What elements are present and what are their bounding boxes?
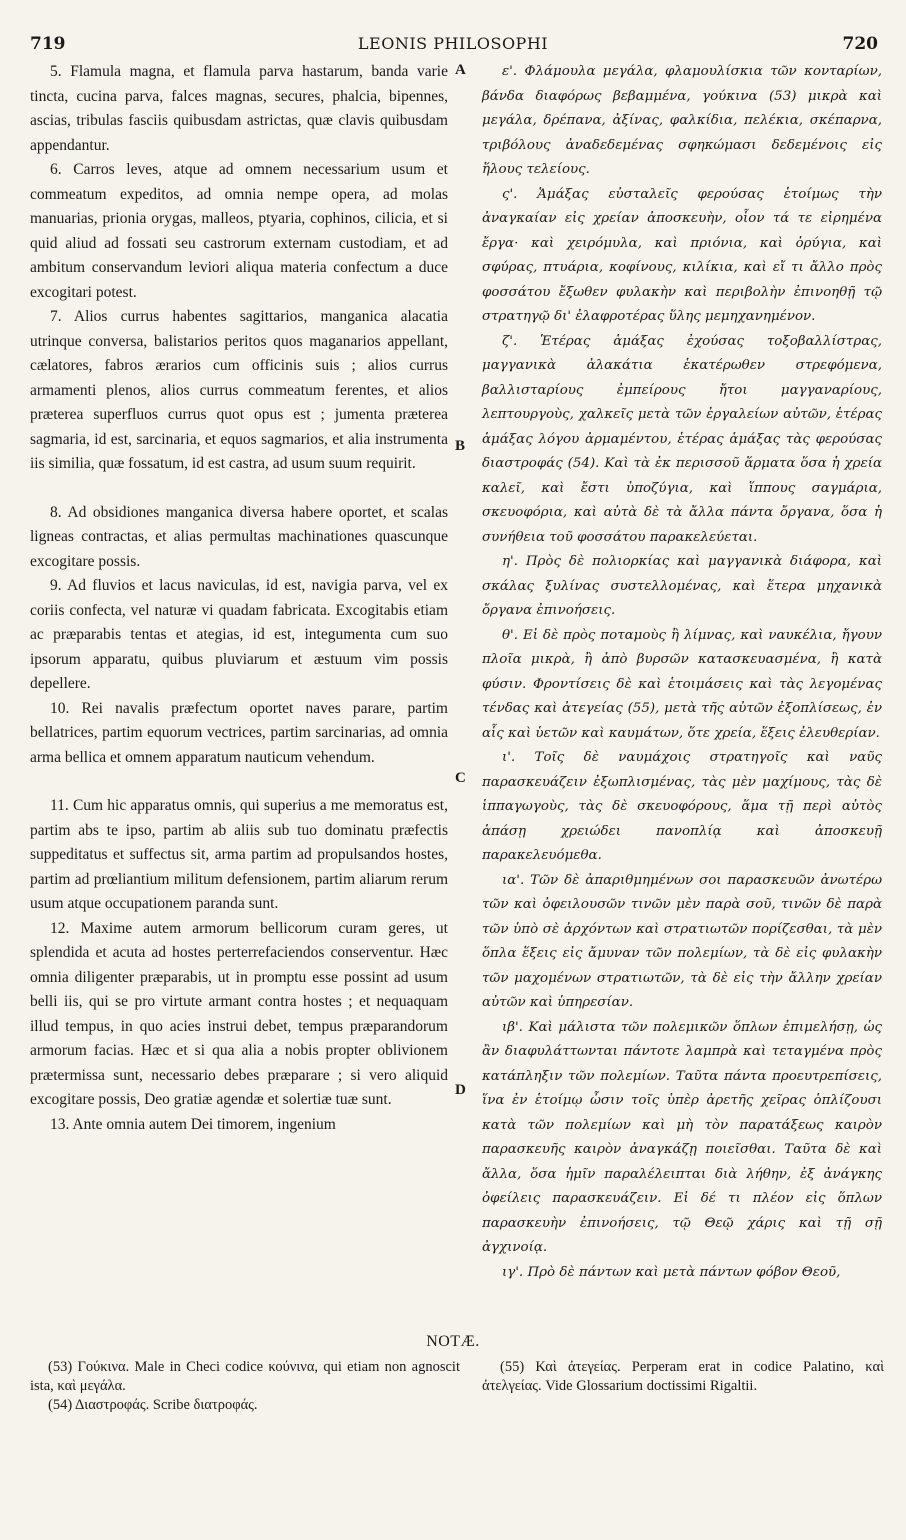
latin-paragraph-13: 13. Ante omnia autem Dei timorem, ingenium [50,1115,336,1133]
greek-paragraph-10: ι'. Τοῖς δὲ ναυμάχοις στρατηγοῖς καὶ ναῦς παρασκευάζειν ἐξωπλισμένας, τὰς μὲν μαχίμους, τὰς δὲ ἱππαγωγοὺς, τὰς δὲ σκευοφόρους, ἅμα τῇ περὶ αὐτὸς ἁπάσῃ χρειώδει πανοπλίᾳ καὶ ἀποσκευῇ παρακελευόμεθα. [482,750,882,863]
margin-marker-b: B [455,438,466,454]
margin-marker-d: D [455,1082,466,1098]
greek-paragraph-9: θ'. Εἰ δὲ πρὸς ποταμοὺς ἢ λίμνας, καὶ ναυκέλια, ἤγουν πλοῖα μικρὰ, ἢ ἀπὸ βυρσῶν κατασκευασμένα, ἢ κατὰ φύσιν. Φροντίσεις δὲ καὶ ἑτοιμάσεις καὶ τὰς λεγομένας τένδας καὶ ἀτεγείας (55), μετὰ τῆς αὐτῶν ἐξοπλίσεως, ἐν αἷς καὶ ὑετῶν καὶ καυμάτων, ὅτε χρεία, ἕξεις ἐλευθερίαν. [482,627,882,741]
page-number-right: 720 [842,34,878,54]
latin-paragraph-6: 6. Carros leves, atque ad omnem necessarium usum et commeatum expeditos, ad omnia nempe opera, ad molas manuarias, prionia orygas, malleos, ptyaria, cophinos, cilicia, et si quid aliud ad fossati seu castrorum externam custodiam, et ad ambitum conservandum leviori aliqua materia confectum a duce excogitari potest. [30,161,448,301]
latin-paragraph-9: 9. Ad fluvios et lacus naviculas, id est, navigia parva, vel ex coriis confecta, vel naturæ vi quadam fabricata. Excogitabis etiam ac præparabis tentas et ategias, id est, integumenta cum suo ipsorum apparatu, quibus pluviarum et æstuum vim possis depellere. [30,577,448,692]
running-title: LEONIS PHILOSOPHI [357,34,549,53]
greek-column [482,60,882,1285]
page-number-left: 719 [30,34,66,54]
margin-marker-a: A [455,62,466,78]
latin-paragraph-12: 12. Maxime autem armorum bellicorum curam geres, ut splendida et acuta ad hostes perterrefaciendos conserventur. Hæc omnia diligenter præparabis, ut in promptu esse possint ad usum belli iis, qui se pro virtute armant contra hostes ; et nequaquam illud tempus, in quo acies instrui debet, tempus præparandorum armorum facias. Hæc et si qua alia a nobis propter oblivionem prætermissa sunt, necessario debes præparare ; si vero aliquid excogitare possis, Deo gratiæ agendæ et solertiæ tuæ sunt. [30,919,448,1108]
page [22,30,884,1413]
greek-paragraph-5: ε'. Φλάμουλα μεγάλα, φλαμουλίσκια τῶν κονταρίων, βάνδα διαφόρως βεβαμμένα, γούκινα (53) μικρὰ καὶ μεγάλα, δρέπανα, ἀξίνας, φαλκίδια, πελέκια, σκέπαρνα, τριβόλους ἀναδεδεμένας σφηκώμασι δεδεμένοις εἰς ἥλους τελείους. [482,64,882,177]
greek-paragraph-12: ιβ'. Καὶ μάλιστα τῶν πολεμικῶν ὅπλων ἐπιμελήσῃ, ὡς ἂν διαφυλάττωνται πάντοτε λαμπρὰ καὶ τεταγμένα πρὸς κατάπληξιν τῶν πολεμίων. Ταῦτα πάντα προευτρεπίσεις, ἵνα ἐν ἑτοίμῳ ὦσιν τοῖς ὑπὲρ ἀρετῆς χεῖρας ὁπλίζουσι κατὰ τῶν πολεμίων καὶ μὴ τὸν παρατάξεως καιρὸν παρασκευῆς καιρὸν ἀναγκάζῃ ποιεῖσθαι. Ταῦτα δὲ καὶ ἄλλα, ὅσα ἡμῖν παραλέλειπται διὰ λήθην, ἐξ ἀνάγκης ὀφείλεις παρασκευάζειν. Εἰ δέ τι πλέον εἰς ὅπλων παρασκευὴν ἐπινοήσεις, τῷ Θεῷ χάρις καὶ τῇ σῇ ἀγχινοίᾳ. [482,1019,882,1255]
notes-left-column [30,1358,460,1415]
latin-paragraph-5: 5. Flamula magna, et flamula parva hastarum, banda varie tincta, cucina parva, falces magnas, secures, phalcia, bipennes, ascias, tribulas fasciis quibusdam astrictas, quæ clavis quibusdam appendantur. [30,63,448,154]
greek-paragraph-7: ζ'. Ἑτέρας ἁμάξας ἐχούσας τοξοβαλλίστρας, μαγγανικὰ ἀλακάτια ἑκατέρωθεν στρεφόμενα, βαλλισταρίους ἐμπείρους ἤτοι μαγγαναρίους, λεπτουργοὺς, χαλκεῖς μετὰ τῶν ἐργαλείων αὐτῶν, ἑτέρας ἁμάξας λόγου ἀρμαμέντου, ἑτέρας ἁμάξας τὰς φερούσας διαστροφάς (54). Καὶ τὰ ἐκ περισσοῦ ἅρματα ὅσα ἡ χρεία καλεῖ, καὶ ἔστι ὑποζύγια, καὶ ἵππους σαγμάρια, σκευοφόρια, καὶ αὐτὰ δὲ τὰ ἄλλα πάντα ὄργανα, ὅσα ἡ συνήθεια τοῦ φοσσάτου παρακελεύεται. [482,333,882,545]
greek-paragraph-6: ς'. Ἁμάξας εὐσταλεῖς φερούσας ἑτοίμως τὴν ἀναγκαίαν εἰς χρείαν ἀποσκευὴν, οἷον τά τε εἰρημένα ἔργα· καὶ χειρόμυλα, καὶ πριόνια, καὶ ὀρύγια, καὶ σφύρας, πτυάρια, κοφίνους, κιλίκια, καὶ εἴ τι ἄλλο πρὸς φοσσάτου ἔξωθεν φυλακὴν καὶ περιβολὴν ἐπινοηθῇ τῷ στρατηγῷ δι' ἐλαφροτέρας ὕλης μεμηχανημένον. [482,186,882,324]
note-55: (55) Καὶ ἀτεγείας. Perperam erat in codice Palatino, καὶ ἀτελγείας. Vide Glossarium doctissimi Rigaltii. [482,1359,884,1394]
notes-title: NOTÆ. [426,1333,480,1350]
latin-paragraph-8: 8. Ad obsidiones manganica diversa habere oportet, et scalas ligneas contractas, et alias permultas machinationes quascunque excogitare possis. [30,503,448,570]
notes-right-column [482,1358,884,1396]
latin-paragraph-7: 7. Alios currus habentes sagittarios, manganica alacatia utrinque conversa, balistarios peritos quos maganarios appellant, cælatores, fabros ærarios cum officinis suis ; alios currus armamenti plenos, alios currus commeatum ferentes, et alios præterea superfluos currus quot opus est ; jumenta præterea sagmaria, id est, sarcinaria, et equos sagmarios, et alia instrumenta iis similia, quæ fossatum, id est castra, ad usum suum requirit. [30,308,448,472]
note-54: (54) Διαστροφάς. Scribe διατροφάς. [48,1397,258,1413]
latin-column [30,60,448,1137]
margin-marker-c: C [455,770,466,786]
greek-paragraph-8: η'. Πρὸς δὲ πολιορκίας καὶ μαγγανικὰ διάφορα, καὶ σκάλας ξυλίνας συστελλομένας, καὶ ἕτερα μηχανικὰ ὄργανα ἐπινοήσεις. [482,554,882,618]
latin-paragraph-11: 11. Cum hic apparatus omnis, qui superius a me memoratus est, partim abs te ipso, partim ab aliis sub tuo dominatu præfectis suppeditatus et suffectus sit, arma partim ad propulsandos hostes, partim ad prœliantium militum defensionem, partim aliarum rerum usum atque occupationem paranda sunt. [30,797,448,912]
page-header [22,30,884,60]
greek-paragraph-13: ιγ'. Πρὸ δὲ πάντων καὶ μετὰ πάντων φόβον Θεοῦ, [502,1264,841,1280]
note-53: (53) Γούκινα. Male in Checi codice κούνινα, qui etiam non agnoscit ista, καὶ μεγάλα. [30,1359,460,1394]
text-columns [22,60,884,1315]
greek-paragraph-11: ια'. Τῶν δὲ ἀπαριθμημένων σοι παρασκευῶν ἀνωτέρω τῶν καὶ ὀφειλουσῶν τινῶν μὲν παρὰ σοῦ, τινῶν δὲ παρὰ τῶν ὑπὸ σὲ ἀρχόντων καὶ στρατιωτῶν πορίζεσθαι, τὰ μὲν ὅπλα ἕξεις εἰς ἄμυναν τῶν πολεμίων, τὰ δὲ εἰς φυλακὴν τῶν μαχομένων στρατιωτῶν, τὰ δὲ εἰς τὴν ἄλλην χρείαν αὐτῶν καὶ ὑπηρεσίαν. [482,872,882,1010]
latin-paragraph-10: 10. Rei navalis præfectum oportet naves parare, partim bellatrices, partim equorum vectrices, partim sarcinarias, ad omnia arma bellica et omnem apparatum nauticum vehendum. [30,699,448,766]
